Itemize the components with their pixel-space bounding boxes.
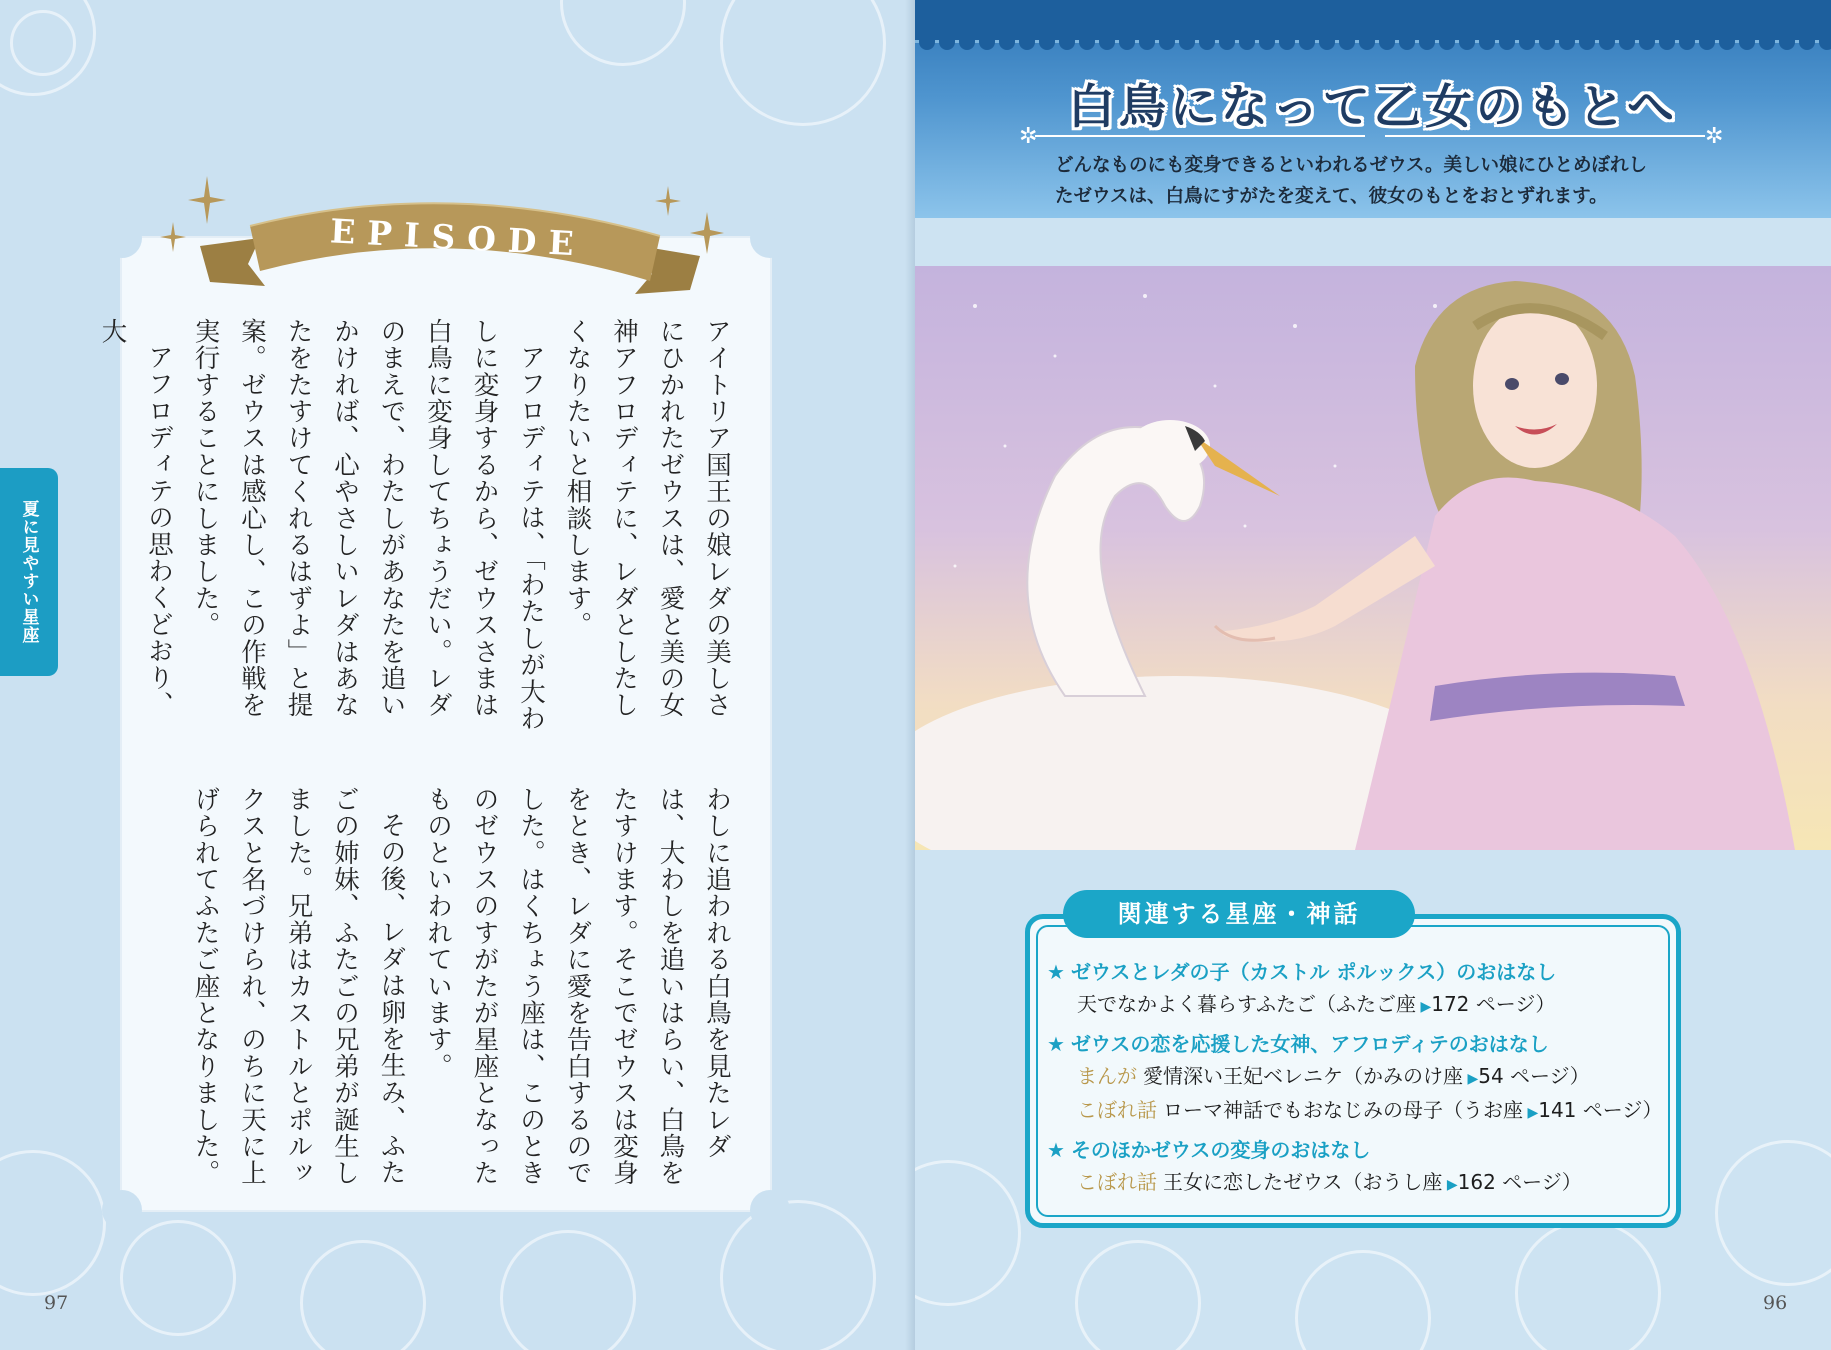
header-scallop: [1379, 38, 1395, 50]
triangle-right-icon: ▶: [1463, 1071, 1479, 1087]
header-scallop: [1139, 38, 1155, 50]
header-scallop: [1479, 38, 1495, 50]
header-scallop: [1059, 38, 1075, 50]
header-scallop: [999, 38, 1015, 50]
header-scallop: [1199, 38, 1215, 50]
header-scallop: [1339, 38, 1355, 50]
manga-tag: まんが: [1077, 1064, 1137, 1088]
cloud-swirl-decoration: [1715, 1140, 1831, 1286]
right-page: [915, 0, 1831, 1350]
related-group-title[interactable]: ★ ゼウスとレダの子（カストル ポルックス）のおはなし: [1047, 960, 1557, 984]
cloud-swirl-decoration: [720, 0, 886, 126]
card-corner-notch: [750, 1190, 790, 1230]
header-scallop: [1359, 38, 1375, 50]
cloud-swirl-decoration: [1515, 1220, 1661, 1350]
cloud-swirl-decoration: [300, 1240, 426, 1350]
cloud-swirl-decoration: [120, 1220, 236, 1336]
story-paragraph: アフロディテの思わくどおり、大: [97, 318, 174, 718]
sparkle-icon: [690, 212, 724, 254]
header-scallop: [1119, 38, 1135, 50]
triangle-right-icon: ▶: [1442, 1177, 1458, 1193]
cloud-swirl-decoration: [0, 1150, 106, 1296]
header-scalloped-border: [915, 0, 1831, 43]
header-scallop: [1739, 38, 1755, 50]
header-scallop: [1819, 38, 1831, 50]
header-scallop: [1579, 38, 1595, 50]
header-scallop: [1319, 38, 1335, 50]
header-scallop: [1639, 38, 1655, 50]
star-icon: ✲: [1019, 124, 1038, 149]
story-paragraph: アイトリア国王の娘レダの美しさにひかれたゼウスは、愛と美の女神アフロディテに、レダとしたしくなりたいと相談します。: [562, 318, 732, 719]
header-scallop: [1519, 38, 1535, 50]
related-group-title[interactable]: ★ ゼウスの恋を応援した女神、アフロディテのおはなし: [1047, 1032, 1549, 1056]
header-scallop: [1759, 38, 1775, 50]
header-scallop: [1799, 38, 1815, 50]
header-scallop: [979, 38, 995, 50]
triangle-right-icon: ▶: [1416, 999, 1432, 1015]
star-icon: ✲: [1705, 124, 1724, 149]
header-scallop: [1299, 38, 1315, 50]
sparkle-icon: [655, 186, 681, 216]
header-scallop: [1459, 38, 1475, 50]
card-corner-notch: [102, 218, 142, 258]
page-number: 97: [44, 1292, 69, 1314]
related-item[interactable]: こぼれ話 ローマ神話でもおなじみの母子（うお座 ▶141 ページ）: [1077, 1098, 1663, 1122]
left-page: [0, 0, 915, 1350]
related-item[interactable]: まんが 愛情深い王妃ベレニケ（かみのけ座 ▶54 ページ）: [1077, 1064, 1590, 1088]
title-underline: [1035, 135, 1365, 137]
related-heading: 関連する星座・神話: [1063, 890, 1415, 938]
story-part-2: [182, 786, 740, 1206]
header-scallop: [939, 38, 955, 50]
related-group-title[interactable]: ★ そのほかゼウスの変身のおはなし: [1047, 1138, 1371, 1162]
header-scallop: [1439, 38, 1455, 50]
related-item[interactable]: 天でなかよく暮らすふたご（ふたご座 ▶172 ページ）: [1077, 992, 1556, 1016]
card-corner-notch: [750, 218, 790, 258]
story-paragraph: アフロディテは、「わたしが大わしに変身するから、ゼウスさまは白鳥に変身してちょうだい。レダのまえで、わたしがあなたを追いかければ、心やさしいレダはあなたをたすけてくれるはずよ」と提案。ゼウスは感心し、この作戦を実行することにしました。: [190, 318, 546, 732]
star-icon: ★: [1047, 1032, 1065, 1056]
header-scallop: [1279, 38, 1295, 50]
episode-label: EPISODE: [329, 211, 587, 264]
header-scallop: [1159, 38, 1175, 50]
cloud-swirl-decoration: [915, 1160, 1021, 1306]
header-scallop: [1259, 38, 1275, 50]
header-scallop: [1599, 38, 1615, 50]
lead-text: どんなものにも変身できるといわれるゼウス。美しい娘にひとめぼれしたゼウスは、白鳥にすがたを変えて、彼女のもとをおとずれます。: [1055, 155, 1648, 207]
cloud-swirl-decoration: [560, 0, 686, 66]
cloud-swirl-decoration: [1295, 1250, 1431, 1350]
cloud-swirl-decoration: [1075, 1240, 1201, 1350]
title-underline: [1385, 135, 1705, 137]
header-scallop: [1099, 38, 1115, 50]
koboreba-tag: こぼれ話: [1077, 1170, 1157, 1194]
header-scallop: [1499, 38, 1515, 50]
header-scallop: [1079, 38, 1095, 50]
header-scallop: [1539, 38, 1555, 50]
header-scallop: [1179, 38, 1195, 50]
header-scallop: [1039, 38, 1055, 50]
koboreba-tag: こぼれ話: [1077, 1098, 1157, 1122]
page-number: 96: [1763, 1292, 1788, 1314]
header-scallop: [1239, 38, 1255, 50]
header-scallop: [1019, 38, 1035, 50]
header-scallop: [1779, 38, 1795, 50]
cloud-swirl-decoration: [720, 1200, 876, 1350]
related-item[interactable]: こぼれ話 王女に恋したゼウス（おうし座 ▶162 ページ）: [1077, 1170, 1582, 1194]
cloud-swirl-decoration: [500, 1230, 636, 1350]
header-scallop: [1719, 38, 1735, 50]
header-scallop: [959, 38, 975, 50]
story-part-1: [89, 318, 740, 738]
cloud-swirl-decoration: [10, 10, 76, 76]
header-scallop: [1399, 38, 1415, 50]
header-scallop: [1659, 38, 1675, 50]
swan-and-maiden-illustration: [915, 266, 1831, 850]
page-title: 白鳥になって乙女のもとへ: [1067, 80, 1679, 135]
sparkle-icon: [188, 176, 226, 224]
header-scallop: [1699, 38, 1715, 50]
header-scallop: [919, 38, 935, 50]
header-banner: [915, 0, 1831, 218]
star-icon: ★: [1047, 960, 1065, 984]
section-side-tab[interactable]: [0, 468, 58, 676]
sparkle-icon: [160, 222, 186, 252]
story-paragraph: その後、レダは卵を生み、ふたごの姉妹、ふたごの兄弟が誕生しました。兄弟はカストルとポルックスと名づけられ、のちに天に上げられてふたご座となりました。: [190, 786, 407, 1187]
header-scallop: [1559, 38, 1575, 50]
header-scallop: [1679, 38, 1695, 50]
triangle-right-icon: ▶: [1523, 1105, 1539, 1121]
header-scallop: [1419, 38, 1435, 50]
section-side-tab-label: 夏に見やすい星座: [18, 500, 39, 644]
header-scallop: [1219, 38, 1235, 50]
card-corner-notch: [102, 1190, 142, 1230]
story-paragraph: わしに追われる白鳥を見たレダは、大わしを追いはらい、白鳥をたすけます。そこでゼウスは変身をとき、レダに愛を告白するのでした。はくちょう座は、このときのゼウスのすがたが星座となったものといわれています。: [423, 786, 732, 1187]
illustration-art: [915, 266, 1831, 850]
star-icon: ★: [1047, 1138, 1065, 1162]
header-scallop: [1619, 38, 1635, 50]
